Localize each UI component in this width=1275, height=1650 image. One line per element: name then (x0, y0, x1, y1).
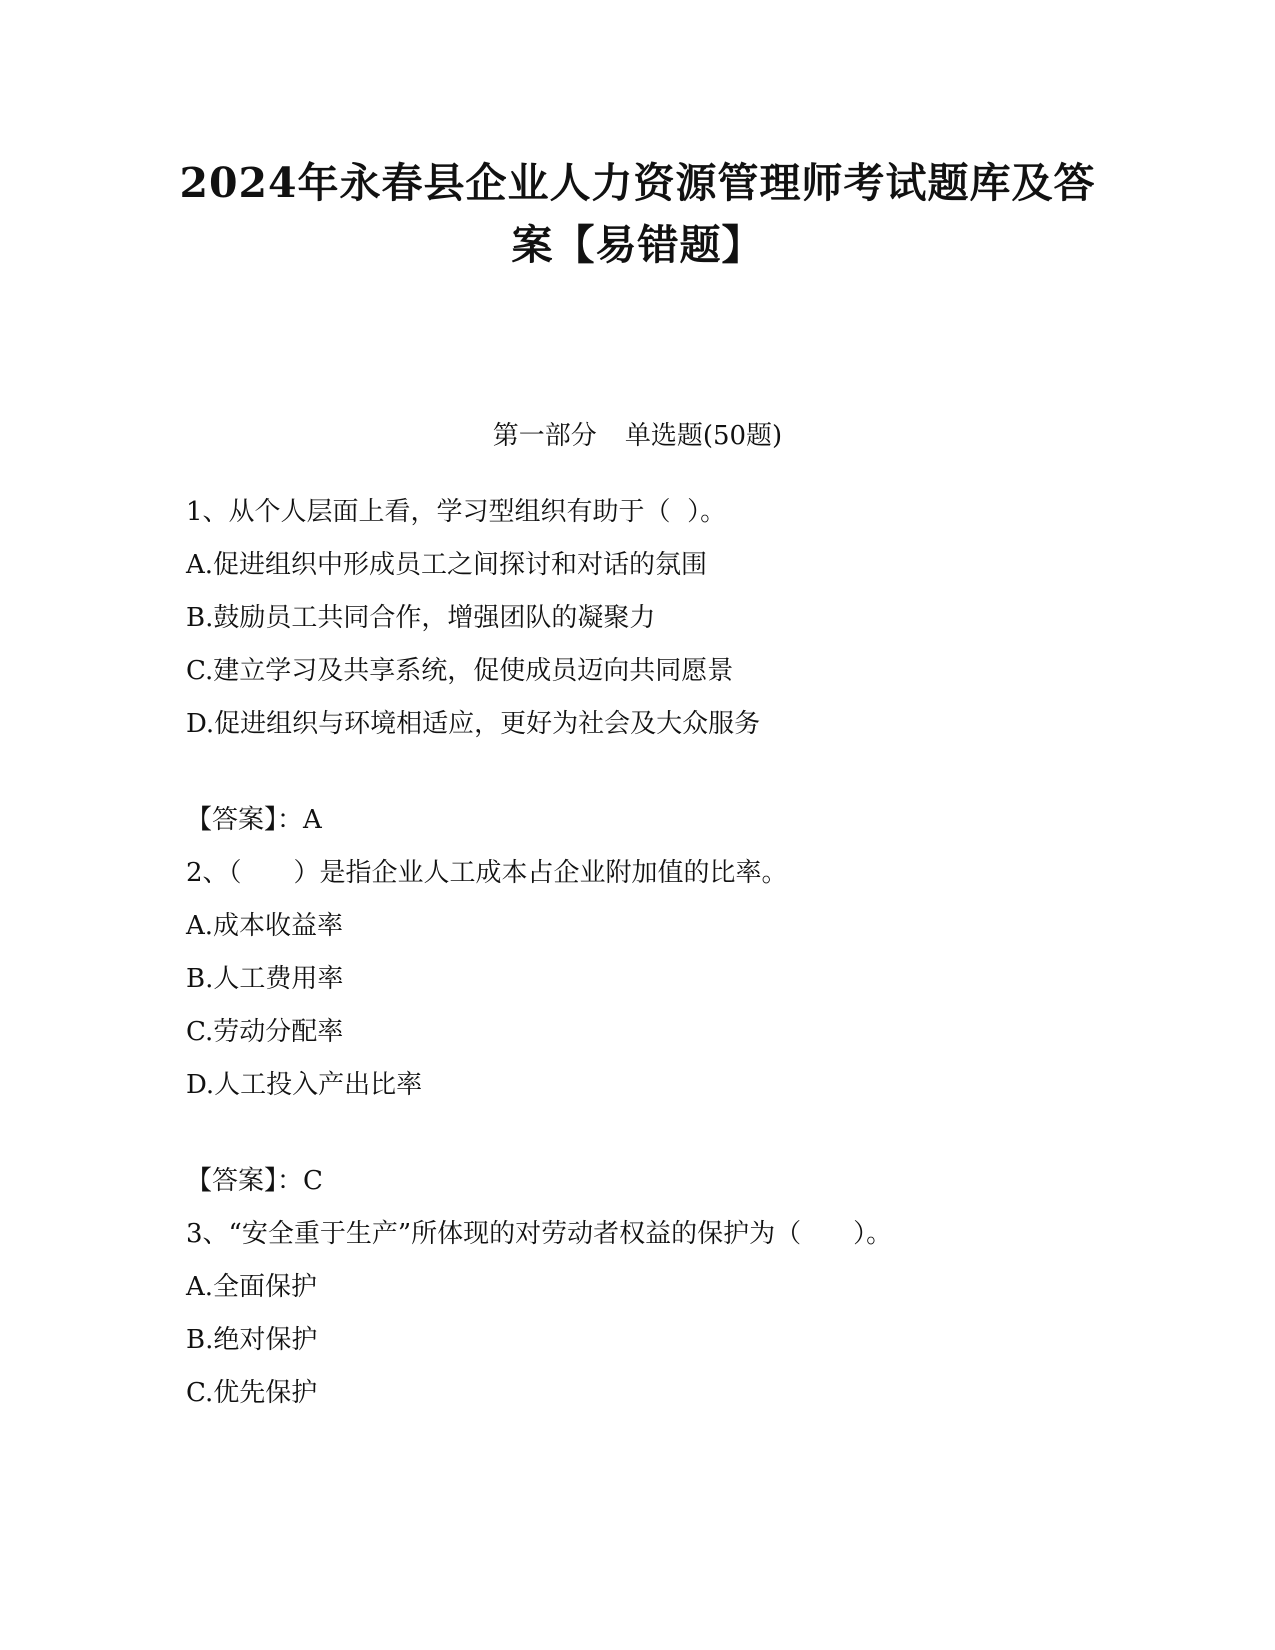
section-part: 第一部分 (492, 421, 597, 451)
question-option: B.绝对保护 (186, 1325, 318, 1355)
question-stem: 3、“安全重于生产”所体现的对劳动者权益的保护为（ ）。 (186, 1219, 893, 1249)
question-option: A.促进组织中形成员工之间探讨和对话的氛围 (186, 550, 708, 580)
question-stem: 2、（ ）是指企业人工成本占企业附加值的比率。 (186, 858, 788, 888)
document-title-line-1: 2024年永春县企业人力资源管理师考试题库及答 (179, 159, 1096, 207)
section-label: 单选题(50题) (624, 421, 783, 451)
question-option: B.人工费用率 (186, 964, 344, 994)
question-option: A.全面保护 (186, 1272, 318, 1302)
question-option: C.建立学习及共享系统，促使成员迈向共同愿景 (186, 656, 734, 686)
section-heading (0, 415, 1275, 452)
question-answer: 【答案】：A (186, 805, 322, 835)
question-stem: 1、从个人层面上看，学习型组织有助于（ ）。 (186, 497, 727, 527)
document-title-line-2: 案【易错题】 (511, 221, 764, 269)
question-option: C.优先保护 (186, 1378, 318, 1408)
question-option: C.劳动分配率 (186, 1017, 344, 1047)
question-option: B.鼓励员工共同合作，增强团队的凝聚力 (186, 603, 656, 633)
question-option: A.成本收益率 (186, 911, 344, 941)
question-answer: 【答案】：C (186, 1166, 323, 1196)
question-option: D.人工投入产出比率 (186, 1070, 423, 1100)
question-option: D.促进组织与环境相适应，更好为社会及大众服务 (186, 709, 761, 739)
